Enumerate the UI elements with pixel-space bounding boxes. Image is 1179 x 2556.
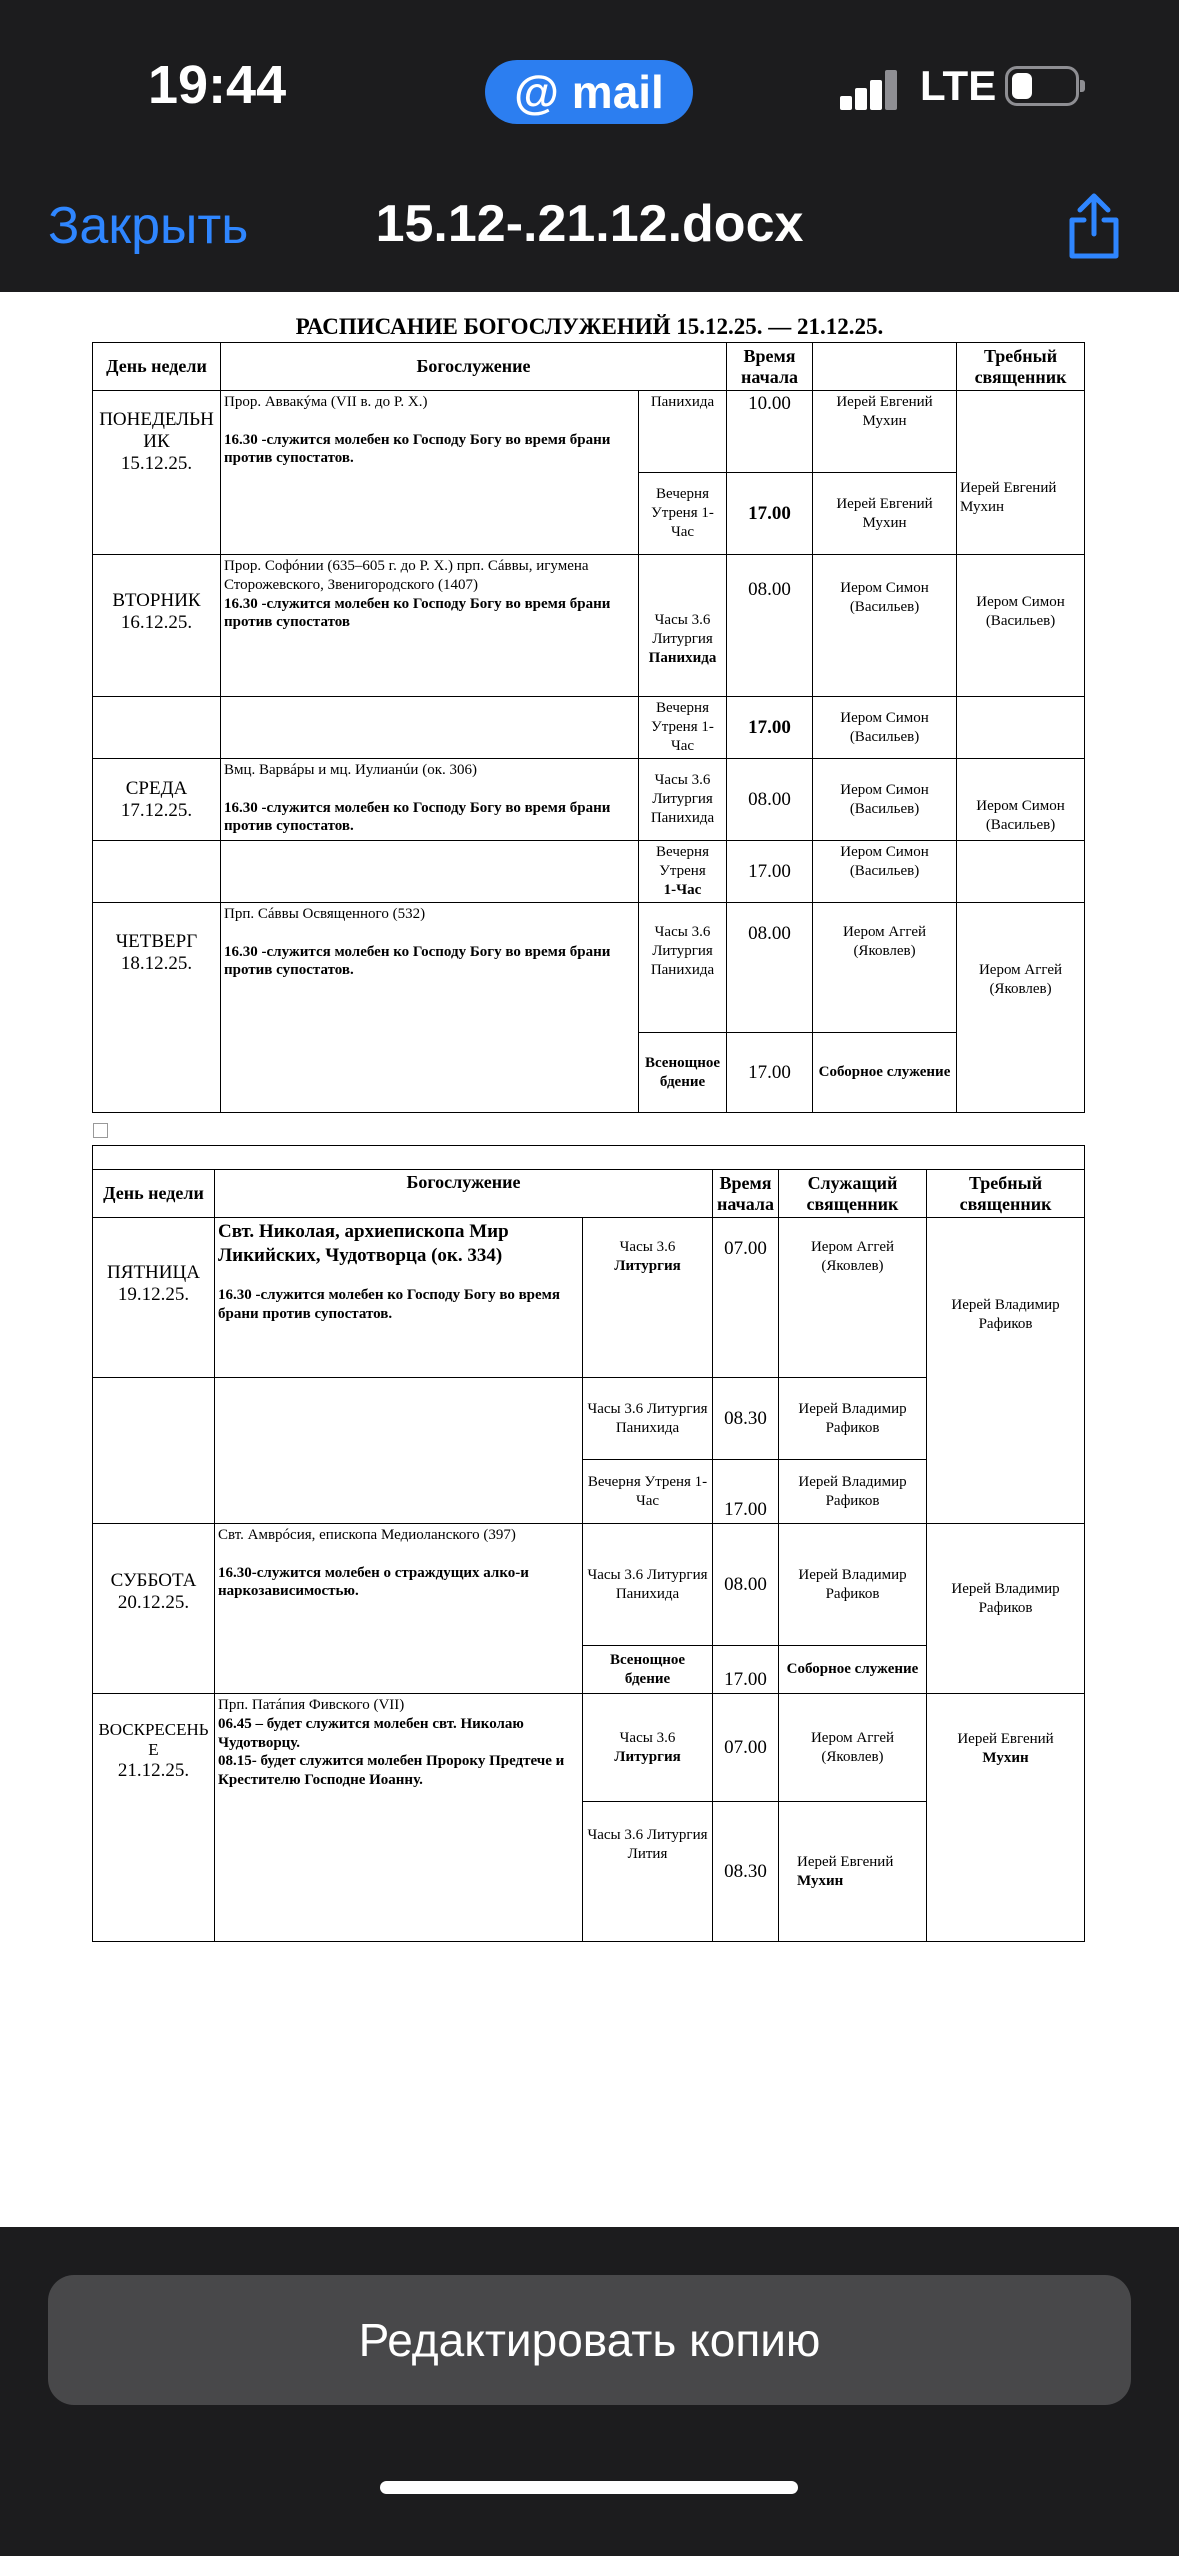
required-priest: Иерей Владимир Рафиков (927, 1218, 1085, 1524)
service-time: 08.30 (713, 1378, 779, 1460)
clock: 19:44 (148, 55, 287, 115)
table-row (93, 391, 1085, 473)
day-date: 15.12.25. (120, 453, 193, 474)
header-serving (813, 343, 957, 391)
service-type-bold: Панихида (648, 649, 717, 666)
day-name: ПОНЕДЕЛЬНИК (99, 409, 214, 452)
schedule-title: РАСПИСАНИЕ БОГОСЛУЖЕНИЙ 15.12.25. — 21.12.25. (295, 314, 884, 339)
service-type: Часы 3.6 (619, 1729, 676, 1746)
saint-text: Свт. Амврóсия, епископа Медиоланского (397) (218, 1527, 516, 1543)
required-priest: Иером Аггей (Яковлев) (957, 903, 1085, 1113)
header-day: День недели (93, 343, 221, 391)
required-priest: Иером Симон (Васильев) (957, 555, 1085, 697)
serving-priest: Иером Симон (Васильев) (813, 697, 957, 759)
service-time: 08.00 (727, 759, 813, 841)
serving-priest: Иерей Владимир Рафиков (779, 1378, 927, 1460)
header-time: Время начала (727, 343, 813, 391)
moleben-text: 16.30 -служится молебен ко Господу Богу во время брани против супостатов. (218, 1287, 560, 1322)
service-type: Часы 3.6 Литургия Панихида (639, 759, 727, 841)
required-priest-surname: Мухин (982, 1749, 1029, 1766)
document-viewer[interactable] (0, 292, 1179, 2227)
service-type: Вечерня Утреня 1-Час (583, 1460, 713, 1524)
day-date: 21.12.25. (117, 1760, 190, 1781)
table-row (93, 759, 1085, 841)
document-title: 15.12-.21.12.docx (375, 195, 804, 253)
service-time: 08.30 (713, 1802, 779, 1942)
schedule-table-1 (92, 342, 1085, 1113)
moleben-text: 06.45 – будет служится молебен свт. Николаю Чудотворцу. (218, 1715, 524, 1751)
service-type: Часы 3.6 Литургия (652, 612, 713, 648)
mail-app-pill[interactable]: @ mail (485, 60, 693, 124)
paragraph-mark (93, 1123, 108, 1138)
moleben-text: 16.30 -служится молебен ко Господу Богу во время брани против супостатов. (224, 431, 611, 467)
serving-priest: Соборное служение (786, 1661, 919, 1678)
service-time: 17.00 (727, 1033, 813, 1113)
serving-priest: Иерей Владимир Рафиков (779, 1460, 927, 1524)
service-time: 08.00 (713, 1524, 779, 1646)
service-type: Часы 3.6 (619, 1239, 676, 1255)
service-time: 10.00 (727, 391, 813, 473)
serving-priest: Иером Симон (Васильев) (813, 759, 957, 841)
header-time: Время начала (713, 1170, 779, 1218)
day-name: ВТОРНИК (112, 589, 201, 611)
day-date: 18.12.25. (120, 953, 193, 974)
table-row (93, 903, 1085, 1033)
service-type: Часы 3.6 Литургия Панихида (583, 1378, 713, 1460)
saint-text: Прор. Аввакýма (VII в. до Р. Х.) (224, 394, 428, 410)
service-time: 17.00 (713, 1646, 779, 1694)
saint-text: Прп. Сáввы Освященного (532) (224, 906, 426, 922)
service-time: 07.00 (713, 1218, 779, 1378)
service-time: 17.00 (748, 502, 791, 524)
service-type-bold: Литургия (614, 1748, 681, 1765)
service-time: 17.00 (713, 1460, 779, 1524)
day-name: СУББОТА (110, 1570, 197, 1591)
serving-priest: Соборное служение (818, 1064, 951, 1081)
service-time: 17.00 (748, 716, 791, 738)
day-name: ВОСКРЕСЕНЬЕ (98, 1720, 209, 1759)
serving-priest: Иером Аггей (Яковлев) (779, 1218, 927, 1378)
day-date: 20.12.25. (117, 1592, 190, 1613)
bottom-toolbar (0, 2227, 1179, 2556)
schedule-table-2 (92, 1145, 1085, 1942)
home-indicator[interactable] (380, 2481, 798, 2494)
status-bar (0, 0, 1179, 170)
service-type: Вечерня Утреня 1-Час (639, 697, 727, 759)
service-type: Часы 3.6 Литургия Панихида (639, 903, 727, 1033)
moleben-text: 16.30 -служится молебен ко Господу Богу во время брани против супостатов. (224, 799, 611, 835)
service-time: 08.00 (727, 555, 813, 697)
saint-text: Прп. Патáпия Фивского (VII) (218, 1697, 405, 1713)
service-time: 08.00 (727, 903, 813, 1033)
serving-priest: Иером Аггей (Яковлев) (779, 1694, 927, 1802)
serving-priest: Иером Симон (Васильев) (813, 841, 957, 903)
service-type: Панихида (639, 391, 727, 473)
table-row (93, 697, 1085, 759)
header-required: Требный священник (927, 1170, 1085, 1218)
serving-priest: Иерей Евгений Мухин (813, 473, 957, 555)
day-name: ЧЕТВЕРГ (115, 931, 198, 952)
nav-bar (0, 170, 1179, 292)
header-serving: Служащий священник (779, 1170, 927, 1218)
service-type: Всенощное бдение (609, 1651, 686, 1687)
service-type: Часы 3.6 Литургия Панихида (583, 1524, 713, 1646)
table-row (93, 1524, 1085, 1646)
service-type: Вечерня Утреня (656, 844, 709, 880)
service-time: 07.00 (713, 1694, 779, 1802)
day-date: 17.12.25. (120, 799, 193, 821)
close-button[interactable]: Закрыть (48, 197, 249, 255)
service-type: Вечерня Утреня 1-Час (639, 473, 727, 555)
day-date: 16.12.25. (120, 611, 193, 633)
serving-priest: Иерей Евгений (797, 1853, 894, 1870)
day-date: 19.12.25. (117, 1284, 190, 1305)
network-type: LTE (920, 62, 997, 109)
header-required: Требный священник (957, 343, 1085, 391)
serving-priest: Иерей Евгений Мухин (813, 391, 957, 473)
table-row (93, 1218, 1085, 1378)
edit-copy-button[interactable]: Редактировать копию (48, 2275, 1131, 2405)
serving-priest-surname: Мухин (797, 1872, 844, 1889)
service-type: Всенощное бдение (644, 1054, 721, 1090)
signal-icon (840, 68, 898, 110)
battery-icon (1005, 66, 1079, 106)
serving-priest: Иером Симон (Васильев) (813, 555, 957, 697)
share-icon[interactable] (1064, 190, 1124, 262)
moleben-text-2: 08.15- будет служится молебен Пророку Предтече и Крестителю Господне Иоанну. (218, 1753, 565, 1788)
header-service: Богослужение (215, 1170, 713, 1218)
service-type-bold: 1-Час (663, 881, 702, 898)
day-name: ПЯТНИЦА (107, 1262, 200, 1283)
required-priest: Иерей Евгений Мухин (957, 391, 1085, 555)
serving-priest: Иером Аггей (Яковлев) (813, 903, 957, 1033)
day-name: СРЕДА (125, 777, 188, 799)
header-service: Богослужение (221, 343, 727, 391)
header-day: День недели (93, 1170, 215, 1218)
moleben-text: 16.30-служится молебен о страждущих алко-и наркозависимостью. (218, 1564, 529, 1600)
service-time: 17.00 (727, 841, 813, 903)
saint-text: Свт. Николая, архиепископа Мир Ликийских, Чудотворца (ок. 334) (218, 1221, 509, 1266)
service-type: Часы 3.6 Литургия Лития (583, 1802, 713, 1942)
saint-text: Вмц. Варвáры и мц. Иулианúи (ок. 306) (224, 762, 477, 778)
saint-text: Прор. Софóнии (635–605 г. до Р. Х.) прп. Сáввы, игумена Сторожевского, Звенигородского (1407) (224, 558, 589, 593)
required-priest: Иером Симон (Васильев) (957, 759, 1085, 841)
service-type-bold: Литургия (614, 1257, 681, 1274)
required-priest: Иерей Владимир Рафиков (927, 1524, 1085, 1694)
moleben-text: 16.30 -служится молебен ко Господу Богу во время брани против супостатов (224, 595, 611, 631)
serving-priest: Иерей Владимир Рафиков (779, 1524, 927, 1646)
table-row (93, 1694, 1085, 1802)
moleben-text: 16.30 -служится молебен ко Господу Богу во время брани против супостатов. (224, 943, 611, 979)
required-priest: Иерей Евгений (957, 1731, 1054, 1747)
table-row (93, 555, 1085, 697)
table-row (93, 841, 1085, 903)
